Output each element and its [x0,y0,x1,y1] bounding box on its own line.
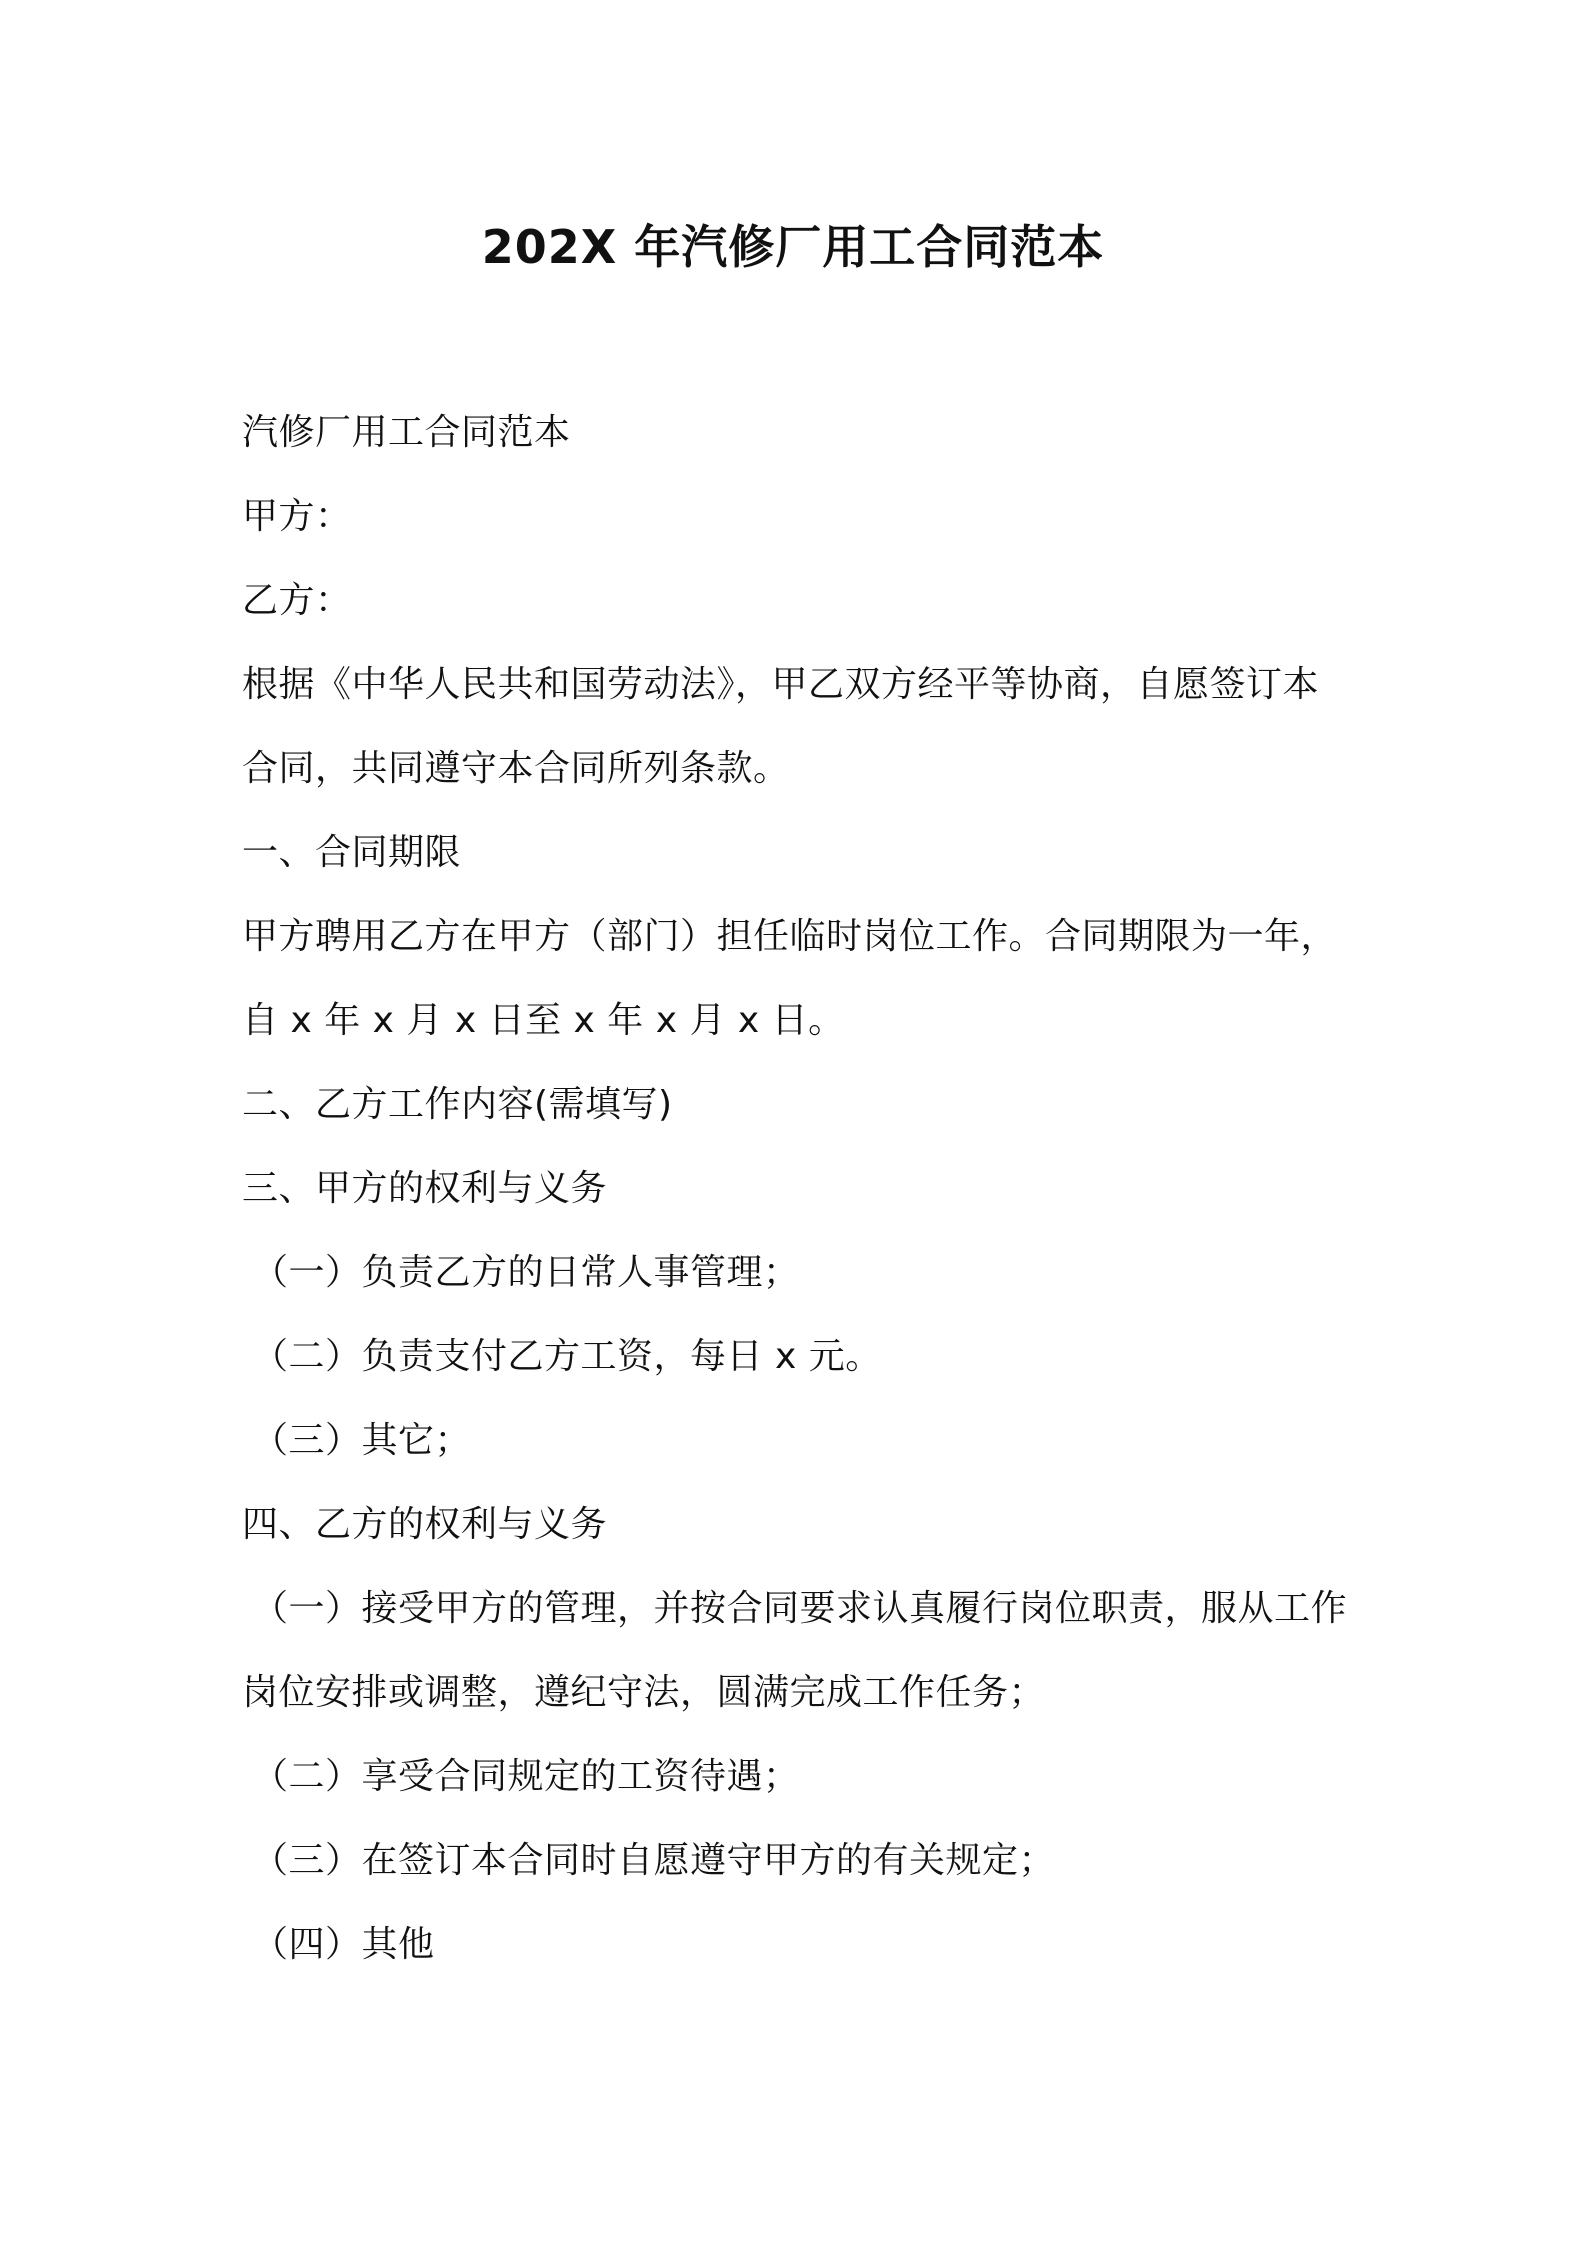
party-b-line: 乙方： [242,580,352,621]
preamble-line-1: 根据《中华人民共和国劳动法》，甲乙双方经平等协商，自愿签订本 [242,664,1320,705]
section-heading-party-a-rights: 三、甲方的权利与义务 [242,1168,608,1209]
section-heading-party-b-rights: 四、乙方的权利与义务 [242,1504,608,1545]
contract-subtitle: 汽修厂用工合同范本 [242,412,571,453]
section-heading-term: 一、合同期限 [242,832,462,873]
party-a-item-1: （一）负责乙方的日常人事管理； [252,1252,800,1293]
party-a-line: 甲方： [242,496,352,537]
document-title: 202X 年汽修厂用工合同范本 [481,220,1105,274]
term-paragraph-line-1: 甲方聘用乙方在甲方（部门）担任临时岗位工作。合同期限为一年， [242,916,1338,957]
party-b-item-3: （三）在签订本合同时自愿遵守甲方的有关规定； [252,1840,1056,1881]
party-a-item-2: （二）负责支付乙方工资，每日 x 元。 [252,1336,882,1377]
party-b-item-4: （四）其他 [252,1924,435,1965]
preamble-line-2: 合同，共同遵守本合同所列条款。 [242,748,790,789]
section-heading-work-content: 二、乙方工作内容(需填写) [242,1084,673,1125]
party-a-item-3: （三）其它； [252,1420,472,1461]
party-b-item-2: （二）享受合同规定的工资待遇； [252,1756,800,1797]
party-b-item-1-line-1: （一）接受甲方的管理，并按合同要求认真履行岗位职责，服从工作 [252,1588,1348,1629]
term-paragraph-line-2: 自 x 年 x 月 x 日至 x 年 x 月 x 日。 [242,1000,845,1041]
party-b-item-1-line-2: 岗位安排或调整，遵纪守法，圆满完成工作任务； [242,1672,1046,1713]
